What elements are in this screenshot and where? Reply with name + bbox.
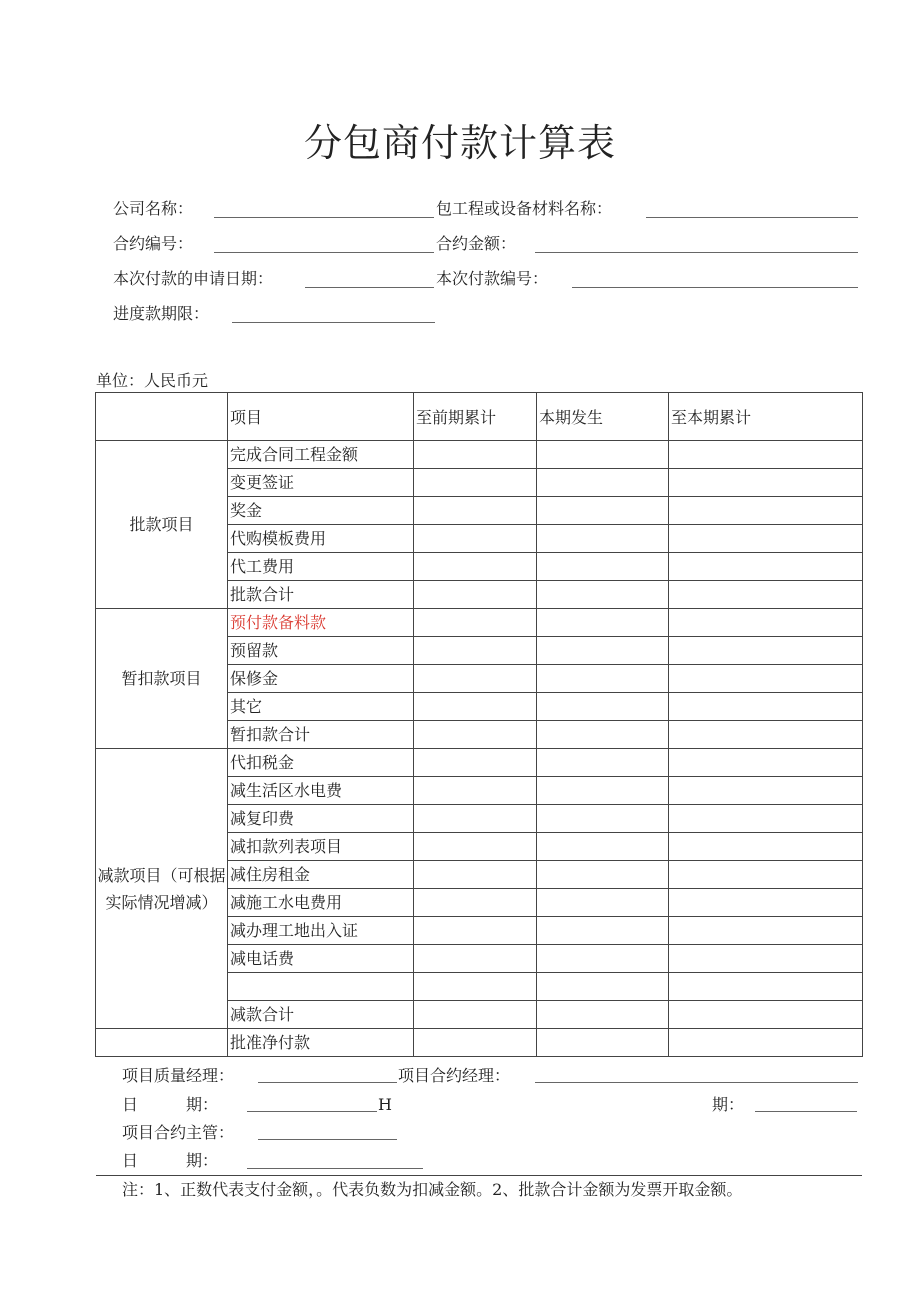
cumulative-total-cell[interactable] bbox=[669, 945, 863, 973]
current-period-cell[interactable] bbox=[537, 609, 669, 637]
item-name-cell: 奖金 bbox=[228, 497, 414, 525]
cumulative-total-cell[interactable] bbox=[669, 693, 863, 721]
item-name-cell: 减生活区水电费 bbox=[228, 777, 414, 805]
item-name-cell: 代工费用 bbox=[228, 553, 414, 581]
contract-supervisor-label: 项目合约主管： bbox=[122, 1123, 235, 1142]
current-period-cell[interactable] bbox=[537, 917, 669, 945]
previous-total-cell[interactable] bbox=[414, 889, 537, 917]
cumulative-total-cell[interactable] bbox=[669, 441, 863, 469]
item-name-cell: 预留款 bbox=[228, 637, 414, 665]
previous-total-cell[interactable] bbox=[414, 441, 537, 469]
previous-total-cell[interactable] bbox=[414, 637, 537, 665]
currency-unit: 单位：人民币元 bbox=[96, 371, 209, 390]
contract-manager-label: 项目合约经理： bbox=[398, 1066, 511, 1085]
current-period-cell[interactable] bbox=[537, 777, 669, 805]
current-period-cell[interactable] bbox=[537, 441, 669, 469]
footnote: 注：1、正数代表支付金额，。代表负数为扣减金额。2、批款合计金额为发票开取金额。 bbox=[122, 1180, 743, 1199]
cumulative-total-cell[interactable] bbox=[669, 665, 863, 693]
apply-date-label: 本次付款的申请日期： bbox=[113, 269, 274, 288]
item-name-cell: 代扣税金 bbox=[228, 749, 414, 777]
group-label-withheld-items: 暂扣款项目 bbox=[96, 609, 228, 749]
cumulative-total-cell[interactable] bbox=[669, 805, 863, 833]
cumulative-total-cell[interactable] bbox=[669, 973, 863, 1001]
footer-divider bbox=[96, 1175, 862, 1176]
item-name-cell: 暂扣款合计 bbox=[228, 721, 414, 749]
cumulative-total-cell[interactable] bbox=[669, 637, 863, 665]
cumulative-total-cell[interactable] bbox=[669, 609, 863, 637]
item-name-cell: 批准净付款 bbox=[228, 1029, 414, 1057]
item-name-cell: 减复印费 bbox=[228, 805, 414, 833]
item-name-cell: 减扣款列表项目 bbox=[228, 833, 414, 861]
contract-amount-input[interactable] bbox=[535, 252, 858, 253]
item-name-cell: 批款合计 bbox=[228, 581, 414, 609]
header-cell-current-period: 本期发生 bbox=[537, 393, 669, 441]
current-period-cell[interactable] bbox=[537, 833, 669, 861]
project-name-input[interactable] bbox=[646, 217, 858, 218]
item-name-cell: 其它 bbox=[228, 693, 414, 721]
cumulative-total-cell[interactable] bbox=[669, 749, 863, 777]
previous-total-cell[interactable] bbox=[414, 777, 537, 805]
quality-manager-signature[interactable] bbox=[258, 1082, 397, 1083]
previous-total-cell[interactable] bbox=[414, 1001, 537, 1029]
previous-total-cell[interactable] bbox=[414, 1029, 537, 1057]
cumulative-total-cell[interactable] bbox=[669, 1029, 863, 1057]
current-period-cell[interactable] bbox=[537, 693, 669, 721]
item-name-cell: 保修金 bbox=[228, 665, 414, 693]
item-name-cell: 预付款备料款 bbox=[228, 609, 414, 637]
item-name-cell: 减办理工地出入证 bbox=[228, 917, 414, 945]
contract-number-input[interactable] bbox=[214, 252, 434, 253]
previous-total-cell[interactable] bbox=[414, 861, 537, 889]
contract-number-label: 合约编号： bbox=[113, 234, 194, 253]
table-row bbox=[96, 1029, 863, 1057]
payment-table bbox=[95, 392, 863, 1057]
item-name-cell bbox=[228, 973, 414, 1001]
cumulative-total-cell[interactable] bbox=[669, 861, 863, 889]
group-label-deduction-items: 减款项目（可根据实际情况增减） bbox=[96, 749, 228, 1029]
header-cell-cumulative-total: 至本期累计 bbox=[669, 393, 863, 441]
quality-manager-label: 项目质量经理： bbox=[122, 1066, 235, 1085]
current-period-cell[interactable] bbox=[537, 665, 669, 693]
current-period-cell[interactable] bbox=[537, 525, 669, 553]
current-period-cell[interactable] bbox=[537, 1029, 669, 1057]
project-name-label: 包工程或设备材料名称： bbox=[436, 199, 613, 218]
table-header-row bbox=[96, 393, 863, 441]
previous-total-cell[interactable] bbox=[414, 525, 537, 553]
current-period-cell[interactable] bbox=[537, 945, 669, 973]
table-row bbox=[96, 441, 863, 469]
current-period-cell[interactable] bbox=[537, 749, 669, 777]
company-name-input[interactable] bbox=[214, 217, 434, 218]
date-label-1: 日 期： bbox=[122, 1095, 219, 1114]
progress-period-label: 进度款期限： bbox=[113, 304, 210, 323]
previous-total-cell[interactable] bbox=[414, 973, 537, 1001]
header-cell-previous-total: 至前期累计 bbox=[414, 393, 537, 441]
cumulative-total-cell[interactable] bbox=[669, 917, 863, 945]
cumulative-total-cell[interactable] bbox=[669, 525, 863, 553]
previous-total-cell[interactable] bbox=[414, 665, 537, 693]
item-name-cell: 减施工水电费用 bbox=[228, 889, 414, 917]
contract-amount-label: 合约金额： bbox=[436, 234, 517, 253]
previous-total-cell[interactable] bbox=[414, 833, 537, 861]
cumulative-total-cell[interactable] bbox=[669, 889, 863, 917]
current-period-cell[interactable] bbox=[537, 469, 669, 497]
progress-period-input[interactable] bbox=[232, 322, 435, 323]
company-name-label: 公司名称： bbox=[113, 199, 194, 218]
previous-total-cell[interactable] bbox=[414, 917, 537, 945]
item-name-cell: 代购模板费用 bbox=[228, 525, 414, 553]
item-name-cell: 减电话费 bbox=[228, 945, 414, 973]
date-label-2: 期： bbox=[712, 1095, 745, 1114]
date-label-3: 日 期： bbox=[122, 1151, 219, 1170]
current-period-cell[interactable] bbox=[537, 581, 669, 609]
cumulative-total-cell[interactable] bbox=[669, 553, 863, 581]
cumulative-total-cell[interactable] bbox=[669, 833, 863, 861]
previous-total-cell[interactable] bbox=[414, 497, 537, 525]
group-label-approved-items: 批款项目 bbox=[96, 441, 228, 609]
item-name-cell: 减住房租金 bbox=[228, 861, 414, 889]
payment-number-label: 本次付款编号： bbox=[436, 269, 549, 288]
table-row bbox=[96, 609, 863, 637]
header-cell-blank bbox=[96, 393, 228, 441]
previous-total-cell[interactable] bbox=[414, 693, 537, 721]
previous-total-cell[interactable] bbox=[414, 609, 537, 637]
page-title: 分包商付款计算表 bbox=[303, 121, 616, 165]
cumulative-total-cell[interactable] bbox=[669, 1001, 863, 1029]
contract-supervisor-signature[interactable] bbox=[258, 1139, 397, 1140]
current-period-cell[interactable] bbox=[537, 497, 669, 525]
previous-total-cell[interactable] bbox=[414, 805, 537, 833]
previous-total-cell[interactable] bbox=[414, 581, 537, 609]
table-row bbox=[96, 749, 863, 777]
apply-date-input[interactable] bbox=[305, 287, 434, 288]
date-input-2[interactable] bbox=[755, 1111, 857, 1112]
item-name-cell: 变更签证 bbox=[228, 469, 414, 497]
date-input-1[interactable] bbox=[247, 1111, 377, 1112]
cumulative-total-cell[interactable] bbox=[669, 581, 863, 609]
current-period-cell[interactable] bbox=[537, 637, 669, 665]
current-period-cell[interactable] bbox=[537, 1001, 669, 1029]
cumulative-total-cell[interactable] bbox=[669, 721, 863, 749]
item-name-cell: 完成合同工程金额 bbox=[228, 441, 414, 469]
current-period-cell[interactable] bbox=[537, 805, 669, 833]
date-input-3[interactable] bbox=[247, 1168, 423, 1169]
cumulative-total-cell[interactable] bbox=[669, 777, 863, 805]
header-cell-item: 项目 bbox=[228, 393, 414, 441]
current-period-cell[interactable] bbox=[537, 861, 669, 889]
current-period-cell[interactable] bbox=[537, 889, 669, 917]
cumulative-total-cell[interactable] bbox=[669, 497, 863, 525]
previous-total-cell[interactable] bbox=[414, 749, 537, 777]
date-mark: H bbox=[378, 1095, 392, 1114]
current-period-cell[interactable] bbox=[537, 721, 669, 749]
current-period-cell[interactable] bbox=[537, 553, 669, 581]
group-label-net-payment bbox=[96, 1029, 228, 1057]
previous-total-cell[interactable] bbox=[414, 721, 537, 749]
payment-number-input[interactable] bbox=[572, 287, 858, 288]
item-name-cell: 减款合计 bbox=[228, 1001, 414, 1029]
previous-total-cell[interactable] bbox=[414, 469, 537, 497]
contract-manager-signature[interactable] bbox=[535, 1082, 858, 1083]
cumulative-total-cell[interactable] bbox=[669, 469, 863, 497]
previous-total-cell[interactable] bbox=[414, 553, 537, 581]
current-period-cell[interactable] bbox=[537, 973, 669, 1001]
previous-total-cell[interactable] bbox=[414, 945, 537, 973]
